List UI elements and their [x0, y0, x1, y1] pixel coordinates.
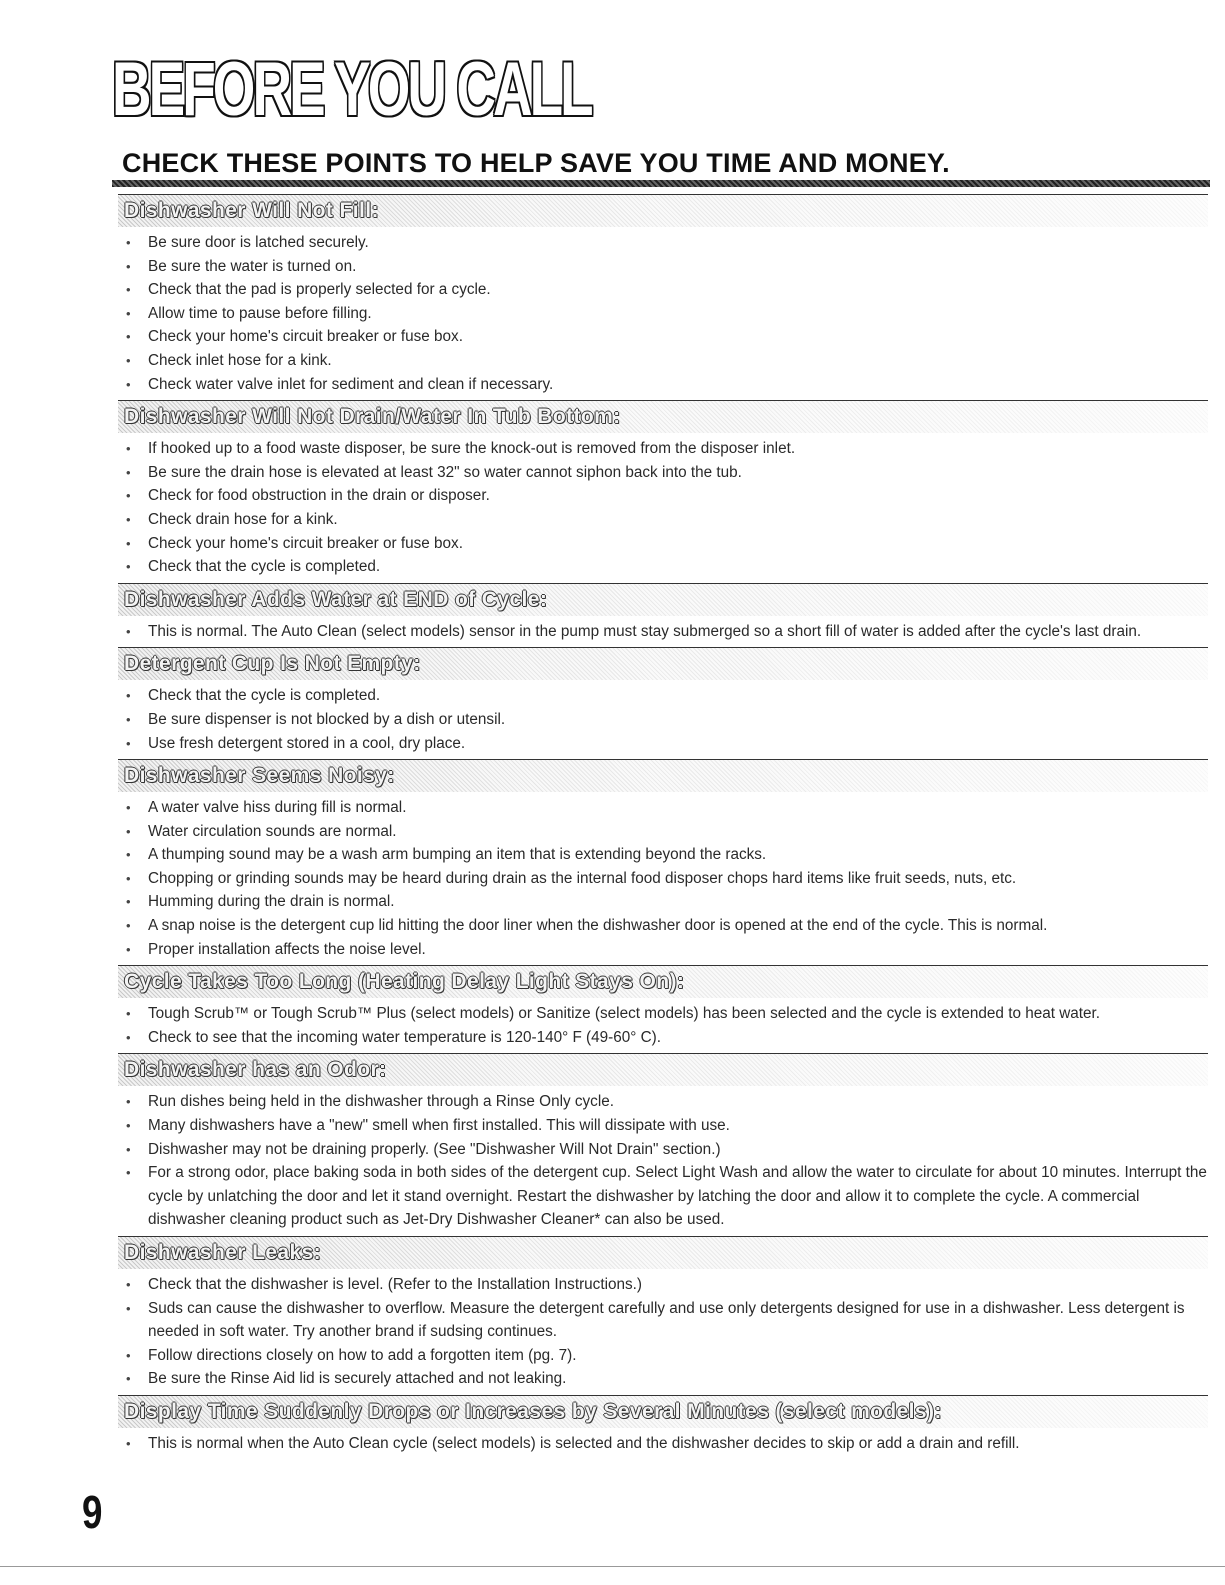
troubleshooting-content	[118, 194, 1208, 1460]
bullet-item: • Check that the pad is properly selected for a cycle.	[118, 278, 1208, 302]
section-header-bar	[118, 1236, 1208, 1269]
bullet-item: • Suds can cause the dishwasher to overflow. Measure the detergent carefully and use only detergents designed for use in a dishwasher. Less detergent is needed in soft water. Try another brand if sudsing continues.	[118, 1297, 1208, 1344]
section-header-bar	[118, 965, 1208, 998]
bullet-item: • Check your home's circuit breaker or fuse box.	[118, 532, 1208, 556]
bullet-list	[118, 437, 1208, 579]
bullet-item: • Water circulation sounds are normal.	[118, 820, 1208, 844]
bullet-list	[118, 684, 1208, 755]
bullet-list	[118, 231, 1208, 396]
section-title: Detergent Cup Is Not Empty:	[124, 652, 421, 676]
bullet-item: • Check your home's circuit breaker or fuse box.	[118, 325, 1208, 349]
section-header-bar	[118, 583, 1208, 616]
bullet-item: • Be sure the water is turned on.	[118, 255, 1208, 279]
section-title: Dishwasher Seems Noisy:	[124, 764, 395, 788]
page-subtitle: CHECK THESE POINTS TO HELP SAVE YOU TIME AND MONEY.	[122, 148, 950, 178]
troubleshooting-section	[118, 583, 1208, 644]
bullet-item: • Dishwasher may not be draining properly. (See "Dishwasher Will Not Drain" section.)	[118, 1138, 1208, 1162]
bullet-list	[118, 1002, 1208, 1049]
section-title: Dishwasher Adds Water at END of Cycle:	[124, 587, 548, 611]
section-header-bar	[118, 1395, 1208, 1428]
bullet-item: • A water valve hiss during fill is normal.	[118, 796, 1208, 820]
bullet-item: • Check water valve inlet for sediment and clean if necessary.	[118, 373, 1208, 397]
bullet-item: • Be sure the Rinse Aid lid is securely attached and not leaking.	[118, 1367, 1208, 1391]
bullet-item: • Be sure the drain hose is elevated at least 32" so water cannot siphon back into the tub.	[118, 461, 1208, 485]
bullet-item: • Be sure dispenser is not blocked by a dish or utensil.	[118, 708, 1208, 732]
bullet-item: • Check to see that the incoming water temperature is 120-140° F (49-60° C).	[118, 1026, 1208, 1050]
section-header-bar	[118, 647, 1208, 680]
troubleshooting-section	[118, 1236, 1208, 1391]
bullet-list	[118, 620, 1208, 644]
section-title: Dishwasher has an Odor:	[124, 1058, 387, 1082]
section-title: Display Time Suddenly Drops or Increases by Several Minutes (select models):	[124, 1399, 942, 1423]
subtitle-divider	[112, 180, 1210, 187]
troubleshooting-section	[118, 194, 1208, 396]
section-title: Cycle Takes Too Long (Heating Delay Light Stays On):	[124, 970, 685, 994]
bottom-divider	[0, 1566, 1225, 1567]
bullet-item: • A snap noise is the detergent cup lid hitting the door liner when the dishwasher door is opened at the end of the cycle. This is normal.	[118, 914, 1208, 938]
section-title: Dishwasher Will Not Drain/Water In Tub Bottom:	[124, 405, 621, 429]
bullet-item: • A thumping sound may be a wash arm bumping an item that is extending beyond the racks.	[118, 843, 1208, 867]
bullet-item: • Humming during the drain is normal.	[118, 890, 1208, 914]
bullet-item: • This is normal. The Auto Clean (select models) sensor in the pump must stay submerged so a short fill of water is added after the cycle's last drain.	[118, 620, 1208, 644]
section-header-bar	[118, 400, 1208, 433]
bullet-item: • If hooked up to a food waste disposer, be sure the knock-out is removed from the disposer inlet.	[118, 437, 1208, 461]
troubleshooting-section	[118, 647, 1208, 755]
bullet-item: • Check inlet hose for a kink.	[118, 349, 1208, 373]
bullet-item: • Run dishes being held in the dishwasher through a Rinse Only cycle.	[118, 1090, 1208, 1114]
page-number: 9	[82, 1486, 103, 1538]
bullet-list	[118, 1273, 1208, 1391]
troubleshooting-section	[118, 965, 1208, 1049]
bullet-item: • For a strong odor, place baking soda in both sides of the detergent cup. Select Light Wash and allow the water to circulate for about 10 minutes. Interrupt the cycle by unlatching the door and let it stand overnight. Restart the dishwasher by latching the door and allow it to complete the cycle. A commercial dishwasher cleaning product such as Jet-Dry Dishwasher Cleaner* can also be used.	[118, 1161, 1208, 1232]
troubleshooting-section	[118, 759, 1208, 961]
bullet-item: • Proper installation affects the noise level.	[118, 938, 1208, 962]
bullet-item: • Check for food obstruction in the drain or disposer.	[118, 484, 1208, 508]
bullet-item: • Allow time to pause before filling.	[118, 302, 1208, 326]
bullet-item: • Check that the cycle is completed.	[118, 555, 1208, 579]
bullet-item: • Check drain hose for a kink.	[118, 508, 1208, 532]
bullet-item: • This is normal when the Auto Clean cycle (select models) is selected and the dishwasher decides to skip or add a drain and refill.	[118, 1432, 1208, 1456]
bullet-item: • Use fresh detergent stored in a cool, dry place.	[118, 732, 1208, 756]
troubleshooting-section	[118, 400, 1208, 579]
bullet-item: • Check that the cycle is completed.	[118, 684, 1208, 708]
section-header-bar	[118, 759, 1208, 792]
bullet-item: • Many dishwashers have a "new" smell when first installed. This will dissipate with use.	[118, 1114, 1208, 1138]
section-title: Dishwasher Leaks:	[124, 1241, 322, 1264]
bullet-item: • Be sure door is latched securely.	[118, 231, 1208, 255]
bullet-item: • Follow directions closely on how to add a forgotten item (pg. 7).	[118, 1344, 1208, 1368]
section-header-bar	[118, 194, 1208, 227]
section-title: Dishwasher Will Not Fill:	[124, 199, 379, 222]
page-title: BEFORE YOU CALL	[112, 47, 591, 132]
bullet-item: • Tough Scrub™ or Tough Scrub™ Plus (select models) or Sanitize (select models) has been selected and the cycle is extended to heat water.	[118, 1002, 1208, 1026]
troubleshooting-section	[118, 1053, 1208, 1232]
section-header-bar	[118, 1053, 1208, 1086]
bullet-list	[118, 796, 1208, 961]
bullet-list	[118, 1432, 1208, 1456]
bullet-item: • Check that the dishwasher is level. (Refer to the Installation Instructions.)	[118, 1273, 1208, 1297]
troubleshooting-section	[118, 1395, 1208, 1456]
bullet-list	[118, 1090, 1208, 1232]
bullet-item: • Chopping or grinding sounds may be heard during drain as the internal food disposer chops hard items like fruit seeds, nuts, etc.	[118, 867, 1208, 891]
